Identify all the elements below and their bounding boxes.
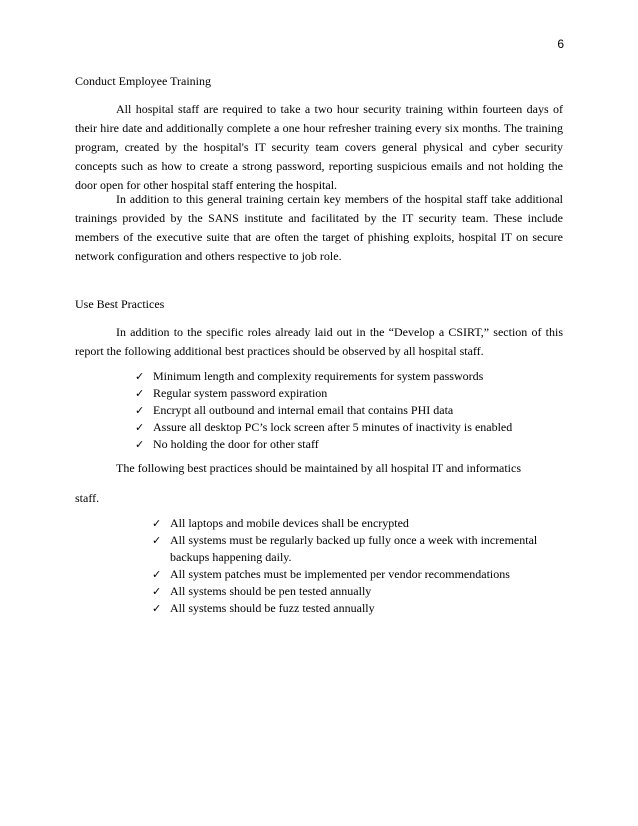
list-item xyxy=(152,566,552,583)
list-item-text: All systems should be fuzz tested annually xyxy=(170,601,375,615)
list-item-text: Encrypt all outbound and internal email that contains PHI data xyxy=(153,403,454,417)
list-item-text: Regular system password expiration xyxy=(153,386,328,400)
list-item-text: All systems should be pen tested annually xyxy=(170,584,372,598)
it-practices-list xyxy=(152,515,552,617)
checkmark-icon: ✓ xyxy=(135,387,145,400)
paragraph-it-practices-intro-end: staff. xyxy=(75,491,100,505)
list-item xyxy=(135,436,565,453)
list-item xyxy=(135,419,565,436)
list-item xyxy=(135,385,565,402)
section-heading-training: Conduct Employee Training xyxy=(75,74,211,88)
list-item-text: Assure all desktop PC’s lock screen after 5 minutes of inactivity is enabled xyxy=(153,420,513,434)
list-item xyxy=(135,368,565,385)
paragraph-training-requirements: All hospital staff are required to take a two hour security training within fourteen days of their hire date and additionally complete a one hour refresher training every six months. The training program, created by the hospital's IT security team covers general physical and cyber security concepts such as how to create a strong password, reporting suspicious emails and not holding the door open for other hospital staff entering the hospital. xyxy=(75,102,563,192)
list-item xyxy=(152,515,552,532)
checkmark-icon: ✓ xyxy=(152,585,162,598)
checkmark-icon: ✓ xyxy=(152,534,162,547)
list-item-text: No holding the door for other staff xyxy=(153,437,319,451)
checkmark-icon: ✓ xyxy=(152,568,162,581)
list-item-text: All laptops and mobile devices shall be encrypted xyxy=(170,516,409,530)
list-item-text: Minimum length and complexity requirements for system passwords xyxy=(153,369,484,383)
checkmark-icon: ✓ xyxy=(152,517,162,530)
list-item xyxy=(152,583,552,600)
section-heading-best-practices: Use Best Practices xyxy=(75,297,165,311)
checkmark-icon: ✓ xyxy=(135,404,145,417)
paragraph-it-practices-intro: The following best practices should be maintained by all hospital IT and informatics xyxy=(116,461,522,475)
list-item xyxy=(152,532,552,566)
staff-practices-list xyxy=(135,368,565,453)
checkmark-icon: ✓ xyxy=(135,438,145,451)
checkmark-icon: ✓ xyxy=(135,421,145,434)
list-item xyxy=(152,600,552,617)
paragraph-best-practices-intro: In addition to the specific roles already laid out in the “Develop a CSIRT,” section of this report the following additional best practices should be observed by all hospital staff. xyxy=(75,325,563,358)
checkmark-icon: ✓ xyxy=(152,602,162,615)
list-item xyxy=(135,402,565,419)
paragraph-additional-trainings: In addition to this general training certain key members of the hospital staff take additional trainings provided by the SANS institute and facilitated by the IT security team. These include members of the executive suite that are often the target of phishing exploits, hospital IT on secure network configuration and others respective to job role. xyxy=(75,192,563,263)
checkmark-icon: ✓ xyxy=(135,370,145,383)
list-item-text: All systems must be regularly backed up fully once a week with incremental backups happening daily. xyxy=(170,533,538,564)
page-number: 6 xyxy=(557,37,564,51)
list-item-text: All system patches must be implemented per vendor recommendations xyxy=(170,567,510,581)
